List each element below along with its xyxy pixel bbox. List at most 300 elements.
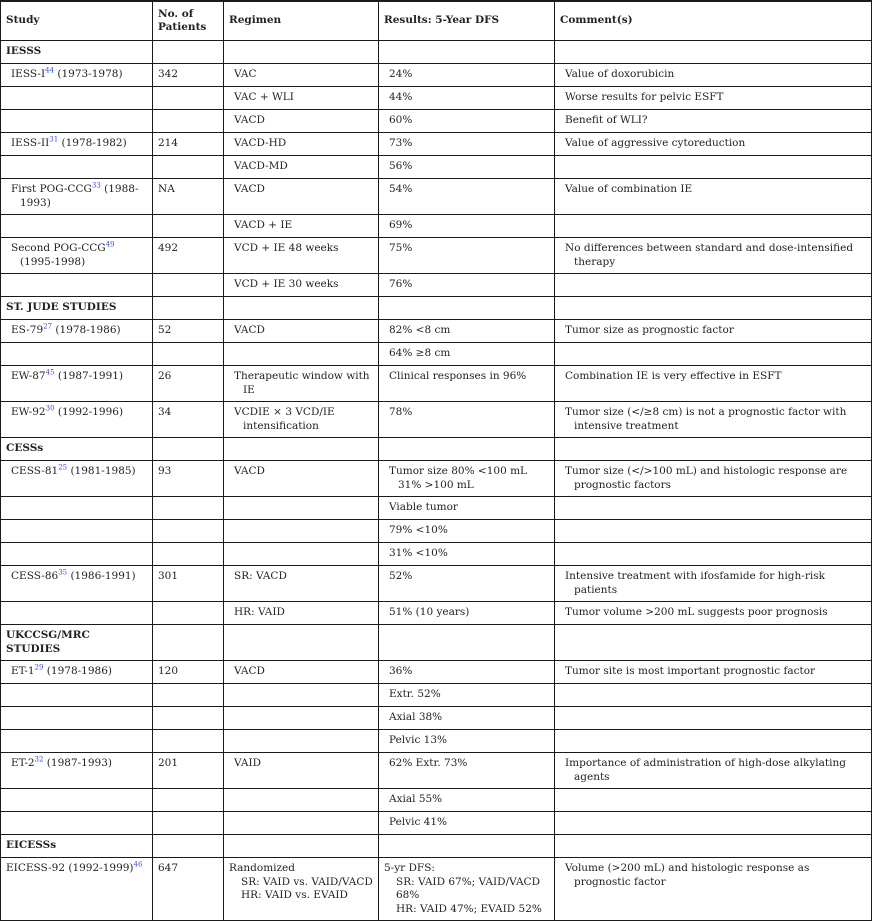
cell-study [1,812,153,835]
header-study: Study [1,1,153,41]
reference-link[interactable]: 46 [133,860,143,869]
cell-comment [555,753,872,789]
study-name: ET-1 [11,665,35,677]
cell-results-text: 76% [389,278,413,290]
cell-results-text: 62% Extr. 73% [389,757,468,769]
cell-results-text: 54% [389,183,413,195]
cell-results [379,274,555,297]
cell-results-text: 52% [389,570,413,582]
cell-results-text: 75% [389,242,413,254]
cell-results [379,566,555,602]
header-results: Results: 5-Year DFS [379,1,555,41]
empty-cell [153,835,224,858]
cell-comment-text: Tumor size (</≥8 cm) is not a prognostic factor with intensive treatment [565,406,847,432]
cell-regimen [224,858,379,921]
empty-cell [379,41,555,64]
empty-cell [555,41,872,64]
cell-results-text: 36% [389,665,413,677]
cell-comment [555,238,872,274]
cell-comment [555,156,872,179]
cell-results [379,238,555,274]
cell-results-text: 82% <8 cm [389,324,451,336]
study-label [6,665,147,679]
table-row [1,753,872,789]
cell-study [1,156,153,179]
group-header-row [1,625,872,661]
group-label: IESSS [1,41,153,64]
cell-results-text: Axial 38% [389,711,443,723]
cell-comment [555,215,872,238]
cell-regimen-text: VACD-MD [234,160,288,172]
cell-results-text: 79% <10% [389,524,448,536]
cell-results [379,110,555,133]
table-row [1,366,872,402]
reference-link[interactable]: 45 [45,368,55,377]
study-label [6,183,147,210]
cell-results-text: 44% [389,91,413,103]
cell-regimen-text: VAC + WLI [234,91,294,103]
cell-comment [555,343,872,366]
table-body-last [1,858,872,921]
cell-regimen [224,274,379,297]
group-header-row [1,438,872,461]
cell-patients: 120 [153,661,224,684]
cell-regimen-text: VACD [234,183,265,195]
cell-comment [555,274,872,297]
cell-results-text: 51% (10 years) [389,606,470,618]
study-name: ET-2 [11,757,35,769]
cell-patients [153,707,224,730]
cell-regimen [224,684,379,707]
cell-regimen [224,156,379,179]
cell-comment [555,133,872,156]
cell-regimen [224,133,379,156]
cell-study [1,566,153,602]
empty-cell [224,835,379,858]
table-row [1,238,872,274]
cell-regimen-text: VACD-HD [234,137,287,149]
cell-study [1,274,153,297]
cell-results-text: 78% [389,406,413,418]
cell-study [1,753,153,789]
cell-results [379,661,555,684]
cell-regimen-text: VACD [234,465,265,477]
study-label [6,68,147,82]
group-label: CESSs [1,438,153,461]
table-row [1,730,872,753]
empty-cell [555,297,872,320]
cell-results [379,461,555,497]
cell-results [379,497,555,520]
study-label [6,757,147,771]
study-name: Second POG-CCG [11,242,106,254]
cell-patients [153,156,224,179]
results-title: 5-yr DFS: [384,862,435,874]
cell-patients [153,274,224,297]
reference-link[interactable]: 27 [43,322,53,331]
cell-comment [555,497,872,520]
cell-results [379,730,555,753]
cell-regimen-text: VAID [234,757,262,769]
group-header-row [1,41,872,64]
cell-regimen-text: VACD + IE [234,219,293,231]
results-sr: SR: VAID 67%; VAID/VACD 68% [396,875,541,901]
cell-results-text: Clinical responses in 96% [389,370,527,382]
cell-results [379,543,555,566]
reference-link[interactable]: 31 [49,135,59,144]
cell-regimen-text: VAC [234,68,257,80]
study-label [6,465,147,479]
study-years: (1987-1993) [43,757,112,769]
cell-patients: 201 [153,753,224,789]
cell-patients: 647 [153,858,224,921]
cell-comment [555,543,872,566]
cell-regimen-text: HR: VAID [234,606,285,618]
reference-link[interactable]: 44 [45,66,55,75]
cell-regimen [224,110,379,133]
cell-study [1,461,153,497]
table-row [1,215,872,238]
cell-comment-text: Tumor site is most important prognostic factor [565,665,816,677]
cell-results-text: Extr. 52% [389,688,441,700]
cell-results [379,156,555,179]
cell-results [379,343,555,366]
cell-study [1,320,153,343]
cell-comment-text: Value of combination IE [565,183,693,195]
cell-results [379,133,555,156]
header-patients-line2: Patients [158,21,207,33]
cell-regimen [224,602,379,625]
table-row [1,274,872,297]
table-row [1,497,872,520]
cell-regimen [224,87,379,110]
cell-regimen [224,543,379,566]
cell-patients: 214 [153,133,224,156]
cell-results-text: 64% ≥8 cm [389,347,451,359]
study-years: (1978-1982) [58,137,127,149]
group-label: ST. JUDE STUDIES [1,297,153,320]
table-row [1,520,872,543]
cell-comment [555,707,872,730]
study-label [6,406,147,420]
cell-comment-text: Importance of administration of high-dose alkylating agents [565,757,846,783]
table-row [1,133,872,156]
header-patients-line1: No. of [158,7,194,20]
study-years: (1981-1985) [67,465,136,477]
cell-patients [153,87,224,110]
cell-comment-text: Intensive treatment with ifosfamide for high-risk patients [565,570,825,596]
cell-results [379,753,555,789]
cell-results [379,789,555,812]
cell-comment [555,320,872,343]
cell-comment [555,684,872,707]
header-regimen: Regimen [224,1,379,41]
table-row [1,343,872,366]
cell-results-text: Pelvic 13% [389,734,448,746]
cell-results [379,64,555,87]
cell-comment-text: Benefit of WLI? [565,114,648,126]
cell-study [1,87,153,110]
cell-patients: 52 [153,320,224,343]
cell-patients [153,497,224,520]
study-name: CESS-81 [11,465,59,477]
cell-comment [555,64,872,87]
cell-regimen [224,179,379,215]
reference-link[interactable]: 30 [45,404,55,413]
reference-link[interactable]: 49 [105,240,115,249]
table-row [1,156,872,179]
cell-comment [555,461,872,497]
cell-study [1,661,153,684]
cell-study [1,343,153,366]
cell-study [1,110,153,133]
study-name: IESS-I [11,68,46,80]
reference-link[interactable]: 33 [91,181,101,190]
cell-comment [555,661,872,684]
table-row [1,402,872,438]
study-years: (1986-1991) [67,570,136,582]
cell-patients [153,543,224,566]
cell-comment [555,812,872,835]
cell-results-text: Pelvic 41% [389,816,448,828]
cell-patients: 34 [153,402,224,438]
cell-regimen [224,238,379,274]
cell-patients: 492 [153,238,224,274]
empty-cell [153,625,224,661]
cell-regimen-text: VACD [234,324,265,336]
cell-patients [153,812,224,835]
group-header-row [1,835,872,858]
empty-cell [224,297,379,320]
study-label [6,137,147,151]
cell-regimen [224,789,379,812]
group-label: EICESSs [1,835,153,858]
reference-link[interactable]: 25 [58,463,68,472]
header-comments: Comment(s) [555,1,872,41]
comment-text: Volume (>200 mL) and histologic response as prognostic factor [565,862,810,888]
empty-cell [379,438,555,461]
empty-cell [153,438,224,461]
table-row [1,812,872,835]
cell-results [379,858,555,921]
empty-cell [153,41,224,64]
study-name: EICESS-92 (1992-1999) [6,862,134,874]
cell-results-text: 69% [389,219,413,231]
table-row [1,684,872,707]
cell-results [379,179,555,215]
cell-study [1,543,153,566]
cell-comment [555,179,872,215]
cell-patients [153,602,224,625]
cell-patients [153,343,224,366]
study-label [6,570,147,584]
cell-patients: 301 [153,566,224,602]
table-row [1,64,872,87]
cell-study [1,497,153,520]
cell-results-text: 56% [389,160,413,172]
group-header-row [1,297,872,320]
cell-results [379,402,555,438]
study-name: IESS-II [11,137,50,149]
cell-regimen-text: SR: VACD [234,570,287,582]
study-years: (1978-1986) [52,324,121,336]
cell-patients: 93 [153,461,224,497]
cell-results [379,707,555,730]
cell-results [379,684,555,707]
cell-regimen [224,461,379,497]
study-label [6,242,147,269]
cell-regimen [224,812,379,835]
cell-results-text: Tumor size 80% <100 mL 31% >100 mL [389,465,528,491]
table-row [1,320,872,343]
cell-results-text: 31% <10% [389,547,448,559]
reference-link[interactable]: 35 [58,568,68,577]
cell-results [379,87,555,110]
study-name: CESS-86 [11,570,59,582]
table-row [1,789,872,812]
cell-patients [153,684,224,707]
cell-comment [555,366,872,402]
cell-study [1,64,153,87]
table-row [1,707,872,730]
cell-regimen-text: VACD [234,114,265,126]
empty-cell [379,835,555,858]
study-years: (1988-1993) [20,183,139,209]
cell-comment-text: Tumor size as prognostic factor [565,324,734,336]
table-row [1,461,872,497]
header-row [1,1,872,41]
table-row [1,179,872,215]
study-label [6,324,147,338]
cell-comment [555,520,872,543]
cell-comment [555,87,872,110]
cell-results [379,215,555,238]
empty-cell [555,835,872,858]
cell-results [379,366,555,402]
cell-regimen [224,707,379,730]
study-years: (1995-1998) [20,255,86,268]
study-years: (1973-1978) [54,68,123,80]
cell-comment-text: Value of aggressive cytoreduction [565,137,746,149]
cell-study [1,602,153,625]
cell-patients [153,110,224,133]
table-row [1,661,872,684]
cell-regimen-text: VACD [234,665,265,677]
cell-regimen [224,402,379,438]
cell-regimen-text: Therapeutic window with IE [234,370,370,396]
table-row [1,110,872,133]
cell-results-text: Viable tumor [389,501,458,513]
table-row [1,566,872,602]
empty-cell [379,297,555,320]
cell-results-text: Axial 55% [389,793,443,805]
cell-patients [153,215,224,238]
regimen-sr: SR: VAID vs. VAID/VACD [241,875,373,888]
cell-comment-text: Tumor size (</>100 mL) and histologic response are prognostic factors [565,465,848,491]
cell-results-text: 73% [389,137,413,149]
cell-regimen [224,520,379,543]
cell-study [1,520,153,543]
cell-regimen [224,753,379,789]
regimen-hr: HR: VAID vs. EVAID [241,889,348,901]
cell-study [1,366,153,402]
cell-regimen [224,366,379,402]
cell-comment-text: Tumor volume >200 mL suggests poor prognosis [565,606,828,618]
cell-regimen [224,730,379,753]
cell-study [1,133,153,156]
empty-cell [224,438,379,461]
cell-comment [555,789,872,812]
cell-results [379,812,555,835]
study-name: EW-92 [11,406,46,418]
cell-comment [555,858,872,921]
cell-study [1,730,153,753]
study-years: (1978-1986) [43,665,112,677]
cell-regimen [224,661,379,684]
cell-comment [555,566,872,602]
cell-results [379,520,555,543]
reference-link[interactable]: 32 [34,755,44,764]
empty-cell [555,438,872,461]
cell-comment [555,602,872,625]
cell-study [1,684,153,707]
cell-regimen [224,64,379,87]
table-row [1,543,872,566]
cell-comment-text: No differences between standard and dose-intensified therapy [565,242,854,268]
empty-cell [153,297,224,320]
table-body [1,41,872,858]
reference-link[interactable]: 29 [34,663,44,672]
cell-comment-text: Combination IE is very effective in ESFT [565,370,782,382]
cell-comment [555,110,872,133]
cell-results [379,602,555,625]
cell-regimen [224,497,379,520]
cell-regimen [224,320,379,343]
study-label [6,370,147,384]
cell-comment [555,730,872,753]
empty-cell [555,625,872,661]
cell-study [1,858,153,921]
cell-study [1,179,153,215]
cell-regimen [224,343,379,366]
empty-cell [379,625,555,661]
cell-comment-text: Worse results for pelvic ESFT [565,91,724,103]
cell-study [1,238,153,274]
cell-patients: 26 [153,366,224,402]
empty-cell [224,625,379,661]
cell-comment [555,402,872,438]
study-name: First POG-CCG [11,183,92,195]
cell-results-text: 24% [389,68,413,80]
cell-study [1,789,153,812]
header-patients [153,1,224,41]
results-hr: HR: VAID 47%; EVAID 52% [396,902,542,915]
cell-patients [153,730,224,753]
cell-patients [153,789,224,812]
cell-regimen [224,566,379,602]
cell-patients: NA [153,179,224,215]
cell-regimen-text: VCD + IE 48 weeks [234,242,339,254]
cell-patients [153,520,224,543]
cell-study [1,707,153,730]
cell-results-text: 60% [389,114,413,126]
table-row-eicess-92 [1,858,872,921]
cell-patients: 342 [153,64,224,87]
group-label: UKCCSG/MRC STUDIES [1,625,153,661]
cell-regimen [224,215,379,238]
table-row [1,87,872,110]
study-years: (1987-1991) [54,370,124,382]
